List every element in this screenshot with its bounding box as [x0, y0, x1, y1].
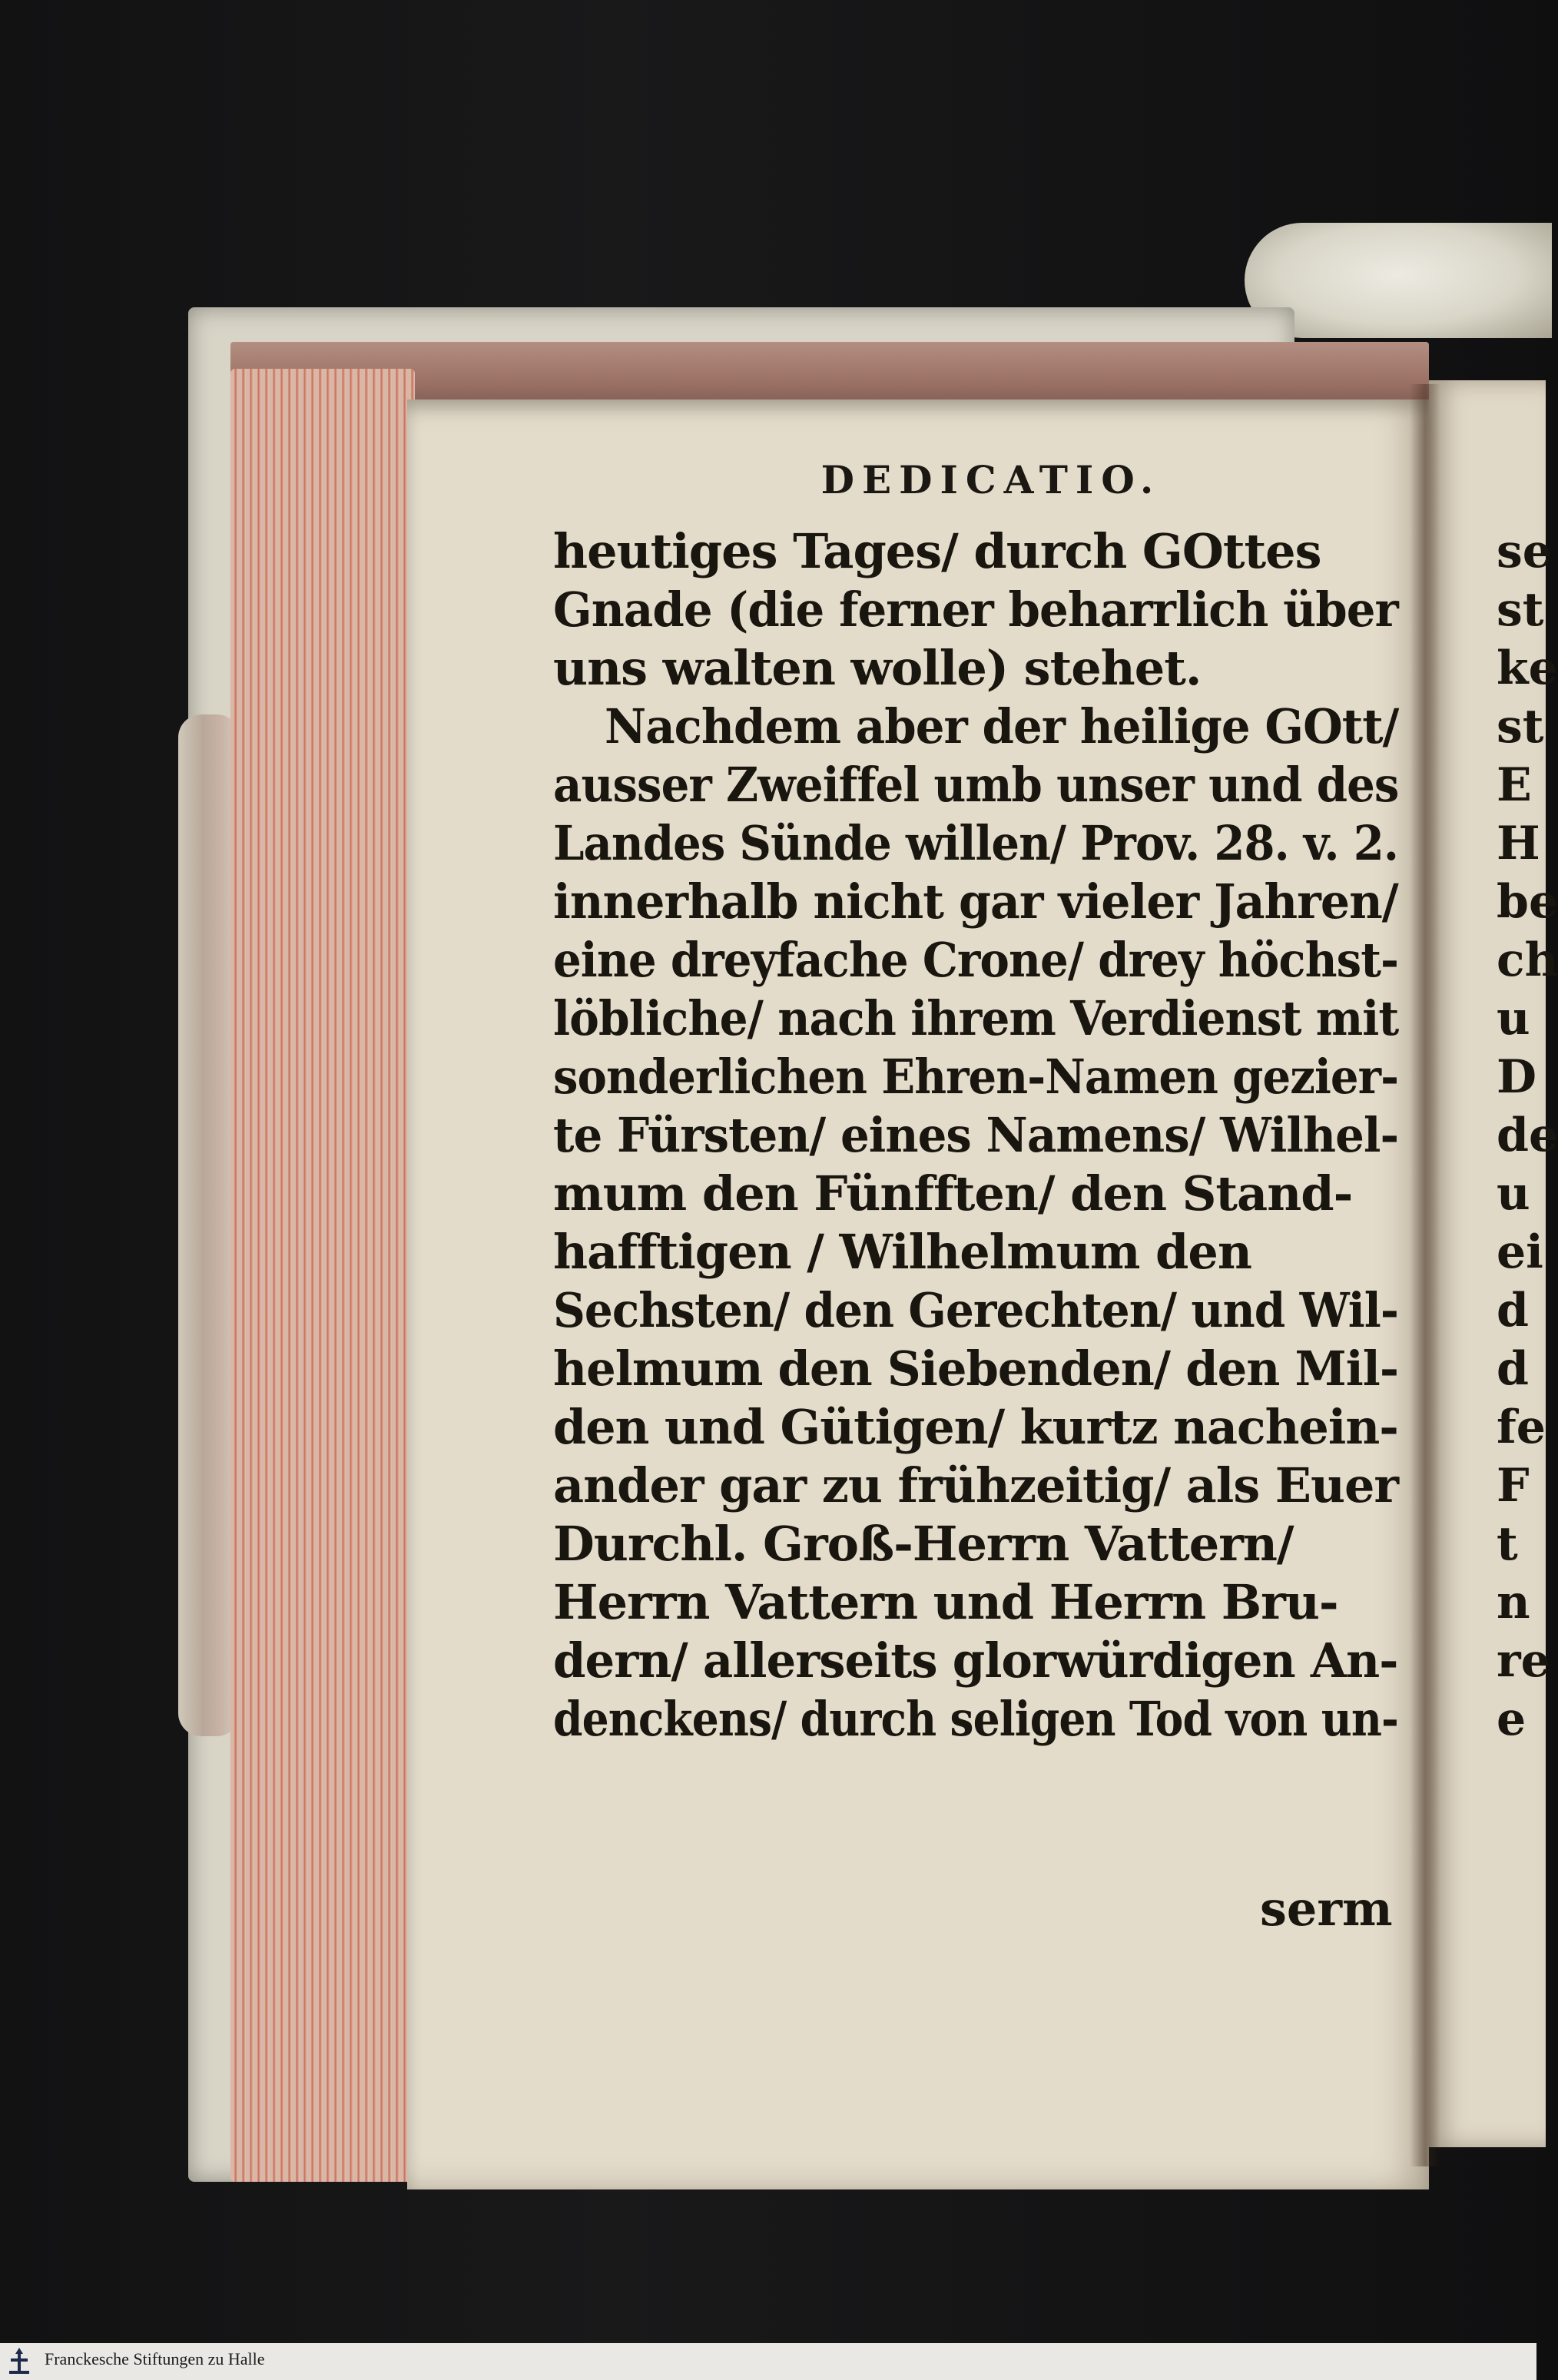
right-page-fragment: u: [1497, 1167, 1530, 1221]
text-line: hafftigen / Wilhelmum den: [553, 1224, 1251, 1280]
text-line: Nachdem aber der heilige GOtt/: [604, 698, 1399, 754]
right-page-fragment: ke: [1497, 641, 1558, 695]
text-line: Durchl. Groß-Herrn Vattern/: [553, 1516, 1294, 1572]
right-page-text: [1497, 522, 1558, 1749]
text-line: ander gar zu frühzeitig/ als Euer: [553, 1457, 1399, 1513]
text-line: dern/ allerseits glorwürdigen An-: [553, 1633, 1398, 1689]
text-line: Landes Sünde willen/ Prov. 28. v. 2.: [553, 815, 1398, 871]
right-page-fragment: re: [1497, 1634, 1550, 1688]
right-page-fragment: st: [1497, 700, 1544, 754]
right-page-fragment: fe: [1497, 1400, 1546, 1454]
right-page-fragment: D: [1497, 1050, 1537, 1104]
right-page-fragment: F: [1497, 1459, 1530, 1513]
right-page-fragment: d: [1497, 1342, 1529, 1396]
text-block: [553, 522, 1398, 1749]
text-line: te Fürsten/ eines Namens/ Wilhel-: [553, 1107, 1399, 1163]
footer-bar: [0, 2343, 1536, 2380]
text-line: den und Gütigen/ kurtz nachein-: [553, 1399, 1398, 1455]
footer-institution-name: Franckesche Stiftungen zu Halle: [45, 2349, 265, 2368]
right-page-fragment: d: [1497, 1284, 1529, 1338]
right-page-fragment: n: [1497, 1576, 1530, 1629]
text-line: ausser Zweiffel umb unser und des: [553, 757, 1399, 813]
text-line: denckens/ durch seligen Tod von un-: [553, 1691, 1398, 1747]
text-line: Sechsten/ den Gerechten/ und Wil-: [553, 1282, 1398, 1338]
text-line: innerhalb nicht gar vieler Jahren/: [553, 873, 1398, 930]
book-gutter: [1410, 384, 1440, 2166]
right-page-fragment: ch: [1497, 933, 1558, 987]
right-page-fragment: e: [1497, 1692, 1527, 1746]
right-page-fragment: E: [1497, 758, 1532, 812]
text-line: Gnade (die ferner beharrlich über: [553, 582, 1398, 638]
text-line: löbliche/ nach ihrem Verdienst mit: [553, 990, 1399, 1046]
right-page-fragment: be: [1497, 875, 1558, 929]
text-line: eine dreyfache Crone/ drey höchst-: [553, 932, 1399, 988]
right-page-fragment: ei: [1497, 1225, 1543, 1279]
text-line: Herrn Vattern und Herrn Bru-: [553, 1574, 1338, 1630]
right-page-fragment: de: [1497, 1109, 1558, 1162]
institution-logo-icon: [6, 2348, 32, 2375]
text-line: mum den Fünfften/ den Stand-: [553, 1165, 1353, 1221]
right-page-fragment: se: [1497, 525, 1552, 578]
right-page-fragment: u: [1497, 992, 1530, 1046]
running-head: DEDICATIO.: [820, 457, 1162, 502]
right-page-fragment: st: [1497, 583, 1544, 637]
page-edges: [230, 369, 415, 2182]
text-line: uns walten wolle) stehet.: [553, 640, 1202, 696]
text-line: sonderlichen Ehren-Namen gezier-: [553, 1049, 1399, 1105]
right-page-fragment: H: [1497, 817, 1540, 870]
right-page-fragment: t: [1497, 1517, 1518, 1571]
text-line: heutiges Tages/ durch GOttes: [553, 523, 1321, 579]
catchword: serm: [1260, 1881, 1393, 1937]
text-line: helmum den Siebenden/ den Mil-: [553, 1341, 1399, 1397]
